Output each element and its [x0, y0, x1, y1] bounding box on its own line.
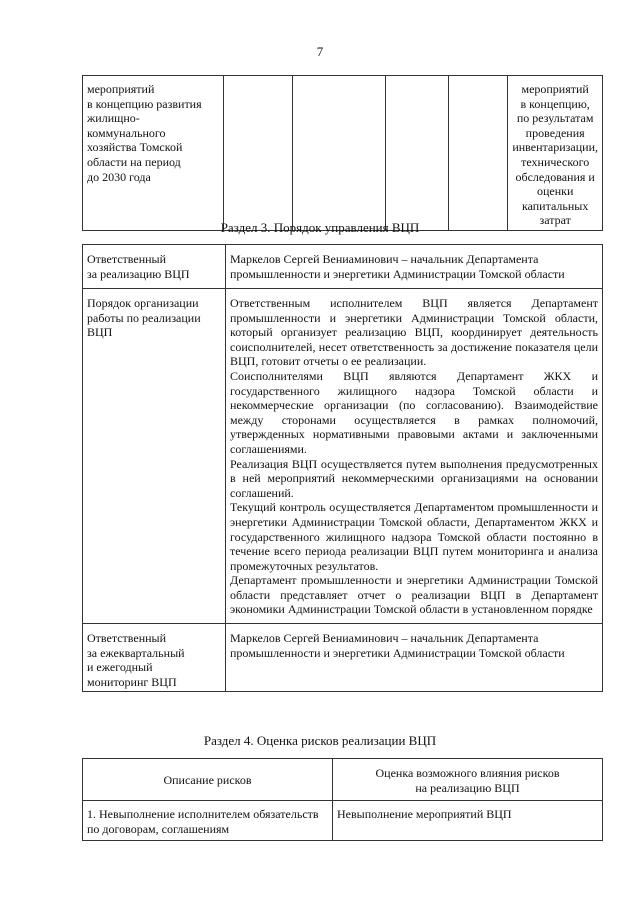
- value-paragraph: Маркелов Сергей Вениаминович – начальник Департамента промышленности и энергетики Администрации Томской области: [230, 252, 565, 281]
- cell-line: коммунального: [87, 125, 166, 140]
- header-line: Оценка возможного влияния рисков: [375, 765, 560, 780]
- top-left-cell: [83, 76, 224, 231]
- row-value: [226, 245, 603, 289]
- label-line: и ежегодный: [87, 660, 153, 675]
- label-line: ВЦП: [87, 325, 113, 340]
- table-row: [83, 801, 603, 841]
- cell-line: капитальных затрат: [521, 198, 589, 228]
- empty-cell: [223, 76, 292, 231]
- value-paragraph: Текущий контроль осуществляется Департаментом промышленности и энергетики Администрации Томской области, Департаментом ЖКХ и государственного жилищного надзора Томской области постоянно в течение всего периода реализации ВЦП путем мониторинга и анализа промежуточных результатов.: [230, 500, 598, 573]
- cell-line: технического: [521, 154, 590, 169]
- table-row: [83, 289, 603, 624]
- label-line: Порядок организации: [87, 296, 199, 310]
- empty-cell: [449, 76, 508, 231]
- header-impact: [333, 759, 603, 801]
- label-line: за ежеквартальный: [87, 645, 185, 660]
- cell-line: инвентаризации,: [512, 140, 598, 155]
- table-row: [83, 245, 603, 289]
- cell-line: жилищно-: [87, 111, 140, 126]
- section3-table: [82, 244, 603, 692]
- cell-line: в концепцию развития: [87, 96, 202, 111]
- cell-line: обследования и оценки: [515, 169, 595, 199]
- row-label: [83, 624, 226, 692]
- label-line: Ответственный: [87, 252, 167, 266]
- value-paragraph: Соисполнителями ВЦП являются Департамент ЖКХ и государственного жилищного надзора Томской области и некоммерческие организации (по согласованию). Взаимодействие между сторонами осуществляется в рамках полномочий, утвержденных нормативными правовыми актами и заключенными соглашениями.: [230, 368, 598, 456]
- value-paragraph: Департамент промышленности и энергетики Администрации Томской области представляет отчет о реализации ВЦП в Департамент экономики Администрации Томской области в установленном порядке: [230, 573, 598, 617]
- section4-table: [82, 758, 603, 841]
- cell-line: хозяйства Томской: [87, 140, 183, 155]
- cell-line: проведения: [525, 125, 585, 140]
- top-right-cell: [508, 76, 603, 231]
- value-paragraph: Маркелов Сергей Вениаминович – начальник Департамента промышленности и энергетики Администрации Томской области: [230, 631, 565, 660]
- cell-line: до 2030 года: [87, 169, 151, 184]
- top-table: [82, 75, 603, 231]
- table-row: [83, 759, 603, 801]
- label-line: за реализацию ВЦП: [87, 266, 190, 281]
- table-row: [83, 76, 603, 231]
- label-line: работы по реализации: [87, 310, 201, 325]
- cell-line: области на период: [87, 154, 181, 169]
- empty-cell: [386, 76, 449, 231]
- header-risks: Описание рисков: [83, 759, 333, 801]
- row-value: [226, 624, 603, 692]
- row-label: [83, 289, 226, 624]
- label-line: мониторинг ВЦП: [87, 674, 177, 689]
- section4-title: Раздел 4. Оценка рисков реализации ВЦП: [203, 733, 437, 748]
- row-label: [83, 245, 226, 289]
- row-value: [226, 289, 603, 624]
- empty-cell: [292, 76, 386, 231]
- value-paragraph: Реализация ВЦП осуществляется путем выполнения предусмотренных в ней мероприятий некоммерческими организациями на основании соглашений.: [230, 456, 598, 500]
- cell-line: мероприятий: [87, 82, 155, 96]
- value-paragraph: Ответственным исполнителем ВЦП является Департамент промышленности и энергетики Администрации Томской области, который организует реализацию ВЦП, координирует деятельность соисполнителей, несет ответственность за достижение показателя цели ВЦП, готовит отчеты о ее реализации.: [230, 296, 598, 369]
- cell-line: по результатам: [516, 111, 594, 126]
- cell-line: в концепцию,: [520, 96, 590, 111]
- risk-impact: Невыполнение мероприятий ВЦП: [333, 801, 603, 841]
- page-number: 7: [316, 44, 324, 59]
- section3-title: Раздел 3. Порядок управления ВЦП: [220, 220, 420, 235]
- label-line: Ответственный: [87, 631, 167, 646]
- table-row: [83, 624, 603, 692]
- header-line: на реализацию ВЦП: [415, 780, 520, 795]
- cell-line: мероприятий: [521, 82, 589, 96]
- risk-description: 1. Невыполнение исполнителем обязательств по договорам, соглашениям: [83, 801, 333, 841]
